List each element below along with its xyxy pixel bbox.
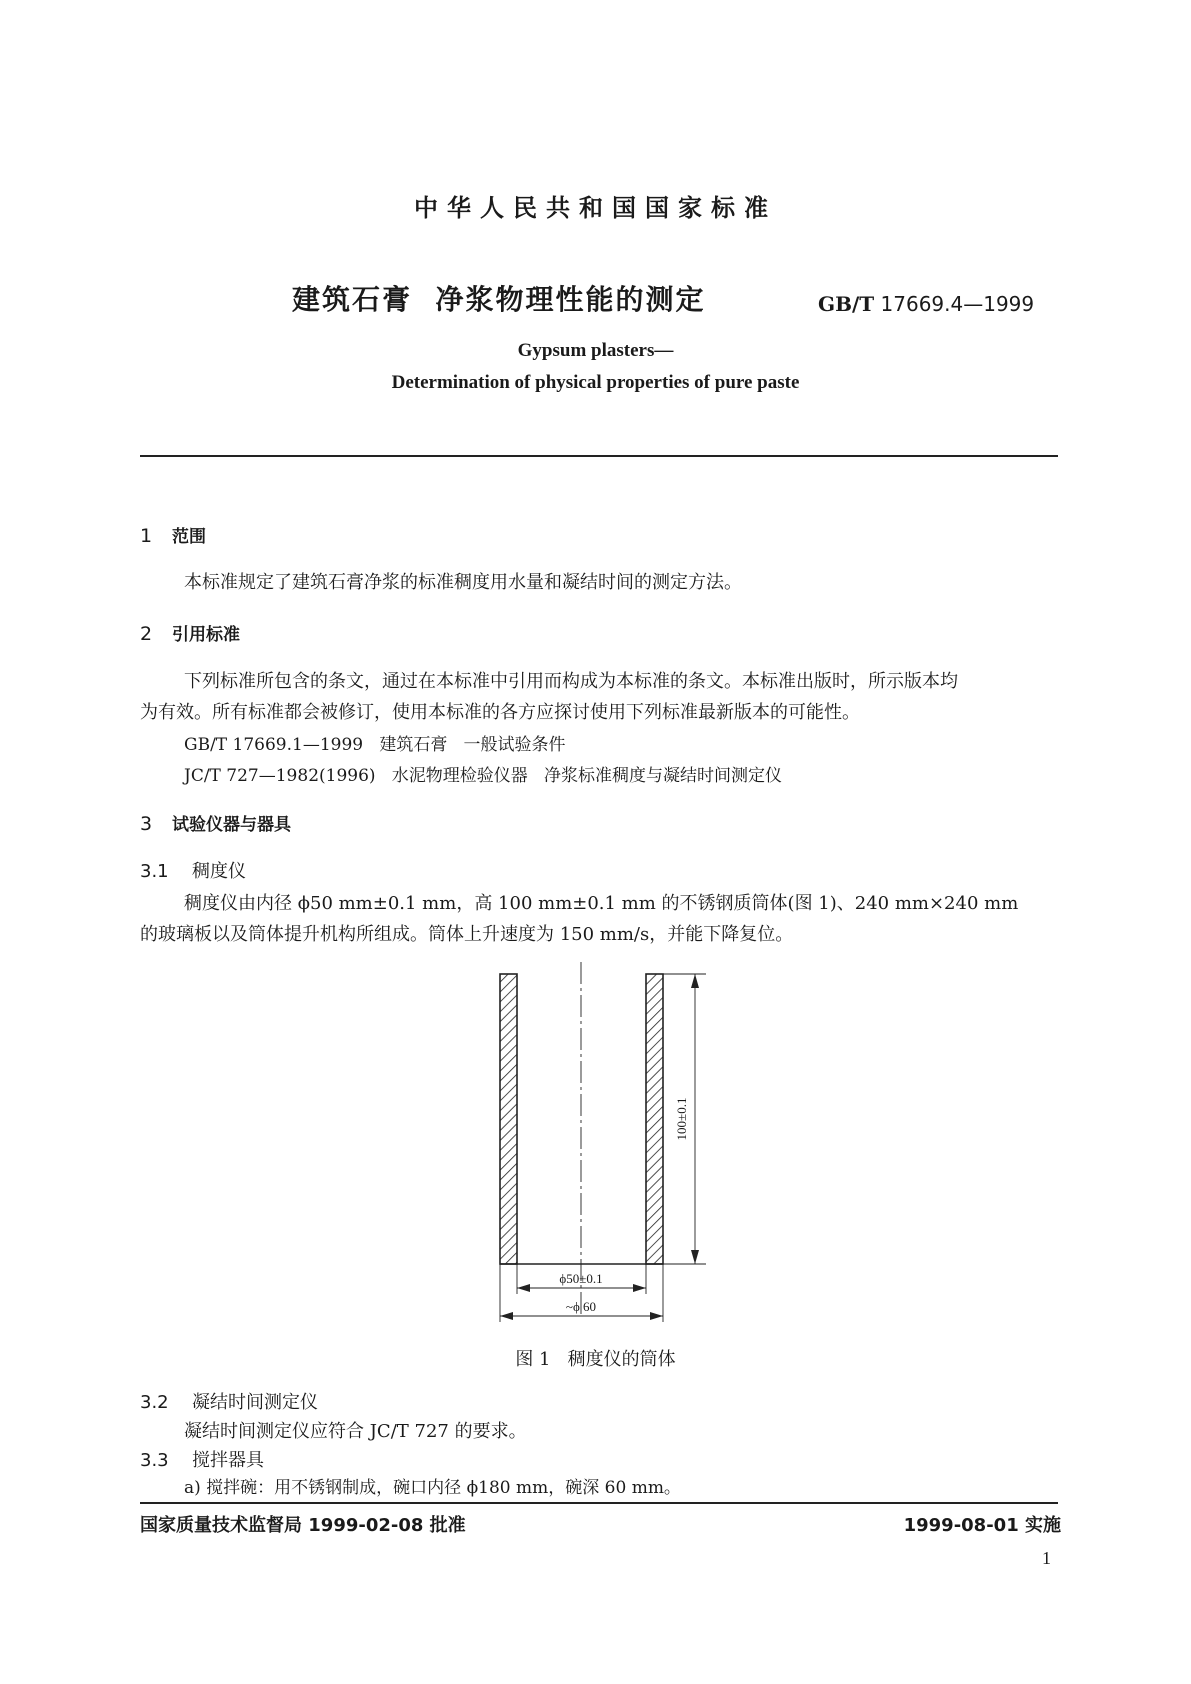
header-divider bbox=[140, 455, 1058, 457]
section-3-3-title: 搅拌器具 bbox=[192, 1450, 264, 1471]
section-3-3-number: 3.3 bbox=[140, 1450, 169, 1471]
section-2-heading bbox=[140, 620, 240, 645]
cylinder-right-wall bbox=[646, 974, 663, 1264]
section-2-number: 2 bbox=[140, 623, 153, 645]
section-1-text: 本标准规定了建筑石膏净浆的标准稠度用水量和凝结时间的测定方法。 bbox=[184, 572, 742, 593]
section-3-number: 3 bbox=[140, 813, 153, 835]
section-2-text-line2: 为有效。所有标准都会被修订，使用本标准的各方应探讨使用下列标准最新版本的可能性。 bbox=[140, 702, 860, 723]
standard-number-value: 17669.4—1999 bbox=[880, 292, 1035, 316]
footer-divider bbox=[140, 1502, 1058, 1504]
section-3-3-item-a: a) 搅拌碗：用不锈钢制成，碗口内径 ϕ180 mm，碗深 60 mm。 bbox=[184, 1478, 681, 1498]
document-title-en-line1: Gypsum plasters— bbox=[517, 340, 674, 361]
outer-diameter-label: ~ϕ 60 bbox=[565, 1299, 597, 1314]
section-1-number: 1 bbox=[140, 525, 153, 547]
document-title-en-line2: Determination of physical properties of pure paste bbox=[391, 372, 800, 393]
section-3-1-heading bbox=[140, 857, 246, 883]
section-3-1-title: 稠度仪 bbox=[192, 861, 246, 882]
section-3-3-heading bbox=[140, 1446, 264, 1472]
section-1-title: 范围 bbox=[172, 527, 206, 547]
section-3-title: 试验仪器与器具 bbox=[172, 815, 291, 835]
reference-2: JC/T 727—1982(1996) 水泥物理检验仪器 净浆标准稠度与凝结时间测定仪 bbox=[184, 766, 782, 786]
document-title-cn: 建筑石膏 净浆物理性能的测定 bbox=[292, 283, 706, 316]
section-3-1-number: 3.1 bbox=[140, 861, 169, 882]
national-standard-heading: 中华人民共和国国家标准 bbox=[414, 194, 777, 222]
page-number: 1 bbox=[1042, 1548, 1051, 1568]
figure-1-cylinder-drawing bbox=[480, 962, 720, 1332]
reference-1: GB/T 17669.1—1999 建筑石膏 一般试验条件 bbox=[184, 735, 566, 755]
section-3-2-text: 凝结时间测定仪应符合 JC/T 727 的要求。 bbox=[184, 1421, 527, 1442]
cylinder-left-wall bbox=[500, 974, 517, 1264]
standard-number bbox=[818, 292, 1034, 316]
section-3-2-heading bbox=[140, 1388, 318, 1414]
section-2-text-line1: 下列标准所包含的条文，通过在本标准中引用而构成为本标准的条文。本标准出版时，所示版本均 bbox=[184, 671, 958, 692]
figure-1-caption: 图 1 稠度仪的筒体 bbox=[515, 1349, 676, 1370]
height-dimension-label: 100±0.1 bbox=[674, 1097, 689, 1141]
section-3-heading bbox=[140, 810, 291, 835]
implementation-date: 1999-08-01 实施 bbox=[903, 1515, 1061, 1536]
section-2-title: 引用标准 bbox=[172, 625, 240, 645]
issued-by: 国家质量技术监督局 1999-02-08 批准 bbox=[140, 1515, 466, 1536]
section-3-1-text-line2: 的玻璃板以及筒体提升机构所组成。筒体上升速度为 150 mm/s，并能下降复位。 bbox=[140, 924, 794, 945]
standard-prefix: GB/T bbox=[818, 292, 875, 316]
section-3-2-title: 凝结时间测定仪 bbox=[192, 1392, 318, 1413]
section-3-1-text-line1: 稠度仪由内径 ϕ50 mm±0.1 mm，高 100 mm±0.1 mm 的不锈钢质筒体(图 1)、240 mm×240 mm bbox=[184, 893, 1019, 914]
inner-diameter-label: ϕ50±0.1 bbox=[559, 1271, 603, 1286]
section-1-heading bbox=[140, 522, 206, 547]
section-3-2-number: 3.2 bbox=[140, 1392, 169, 1413]
